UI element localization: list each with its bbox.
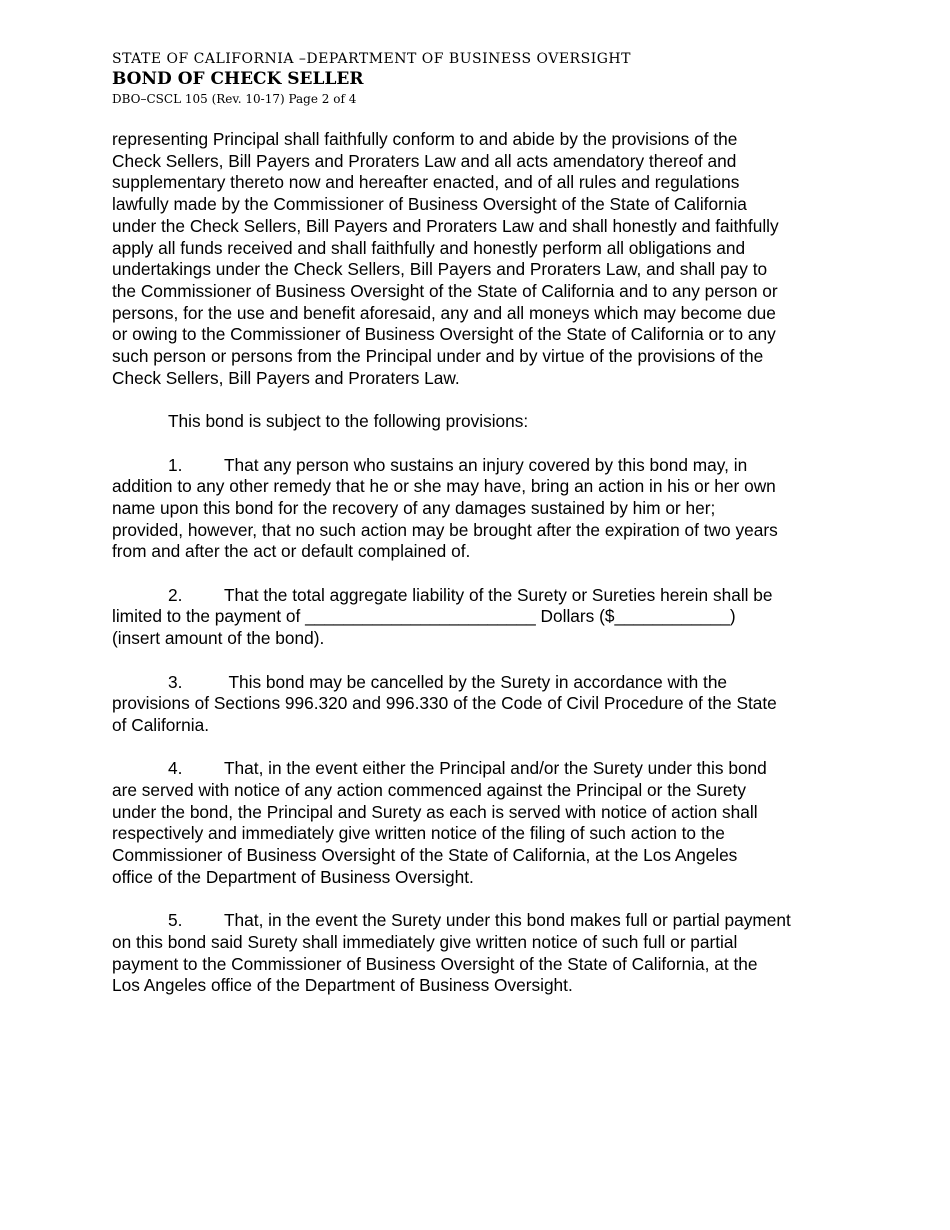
- provisions-intro: [112, 411, 842, 433]
- bond-amount-line[interactable]: limited to the payment of ________________________ Dollars ($____________): [112, 606, 736, 627]
- provision-4: [112, 758, 842, 888]
- text-line: That any person who sustains an injury covered by this bond may, in: [224, 454, 748, 475]
- provision-number: 5.: [168, 910, 183, 931]
- text-line: under the bond, the Principal and Surety as each is served with notice of action shall: [112, 801, 758, 822]
- text-line: or owing to the Commissioner of Business Oversight of the State of California or to any: [112, 324, 776, 345]
- provision-number: 1.: [168, 454, 183, 475]
- text-line: name upon this bond for the recovery of any damages sustained by him or her;: [112, 497, 716, 518]
- form-id: DBO–CSCL 105 (Rev. 10-17) Page 2 of 4: [112, 92, 357, 106]
- text-line: undertakings under the Check Sellers, Bill Payers and Proraters Law, and shall pay to: [112, 259, 768, 280]
- text-line: Check Sellers, Bill Payers and Proraters Law.: [112, 367, 460, 388]
- text-line: Check Sellers, Bill Payers and Proraters Law and all acts amendatory thereof and: [112, 150, 737, 171]
- text-line: Los Angeles office of the Department of Business Oversight.: [112, 975, 573, 996]
- text-line: provided, however, that no such action may be brought after the expiration of two years: [112, 519, 778, 540]
- text-line: respectively and immediately give written notice of the filing of such action to the: [112, 823, 725, 844]
- text-line: the Commissioner of Business Oversight of the State of California and to any person or: [112, 280, 778, 301]
- provision-number: 3.: [168, 671, 183, 692]
- text-line: representing Principal shall faithfully conform to and abide by the provisions of the: [112, 129, 738, 149]
- opening-paragraph: [112, 129, 842, 389]
- text-line: Commissioner of Business Oversight of the State of California, at the Los Angeles: [112, 845, 738, 866]
- text-line: That, in the event the Surety under this bond makes full or partial payment: [224, 910, 791, 931]
- text-line: This bond may be cancelled by the Surety in accordance with the: [224, 671, 728, 692]
- document-header: [112, 50, 631, 108]
- text-line: payment to the Commissioner of Business Oversight of the State of California, at the: [112, 953, 758, 974]
- text-line: apply all funds received and shall faithfully and honestly perform all obligations and: [112, 237, 746, 258]
- text-line: of California.: [112, 714, 210, 735]
- text-line: supplementary thereto now and hereafter enacted, and of all rules and regulations: [112, 172, 740, 193]
- text-line: persons, for the use and benefit aforesaid, any and all moneys which may become due: [112, 302, 776, 323]
- agency-name: STATE OF CALIFORNIA –DEPARTMENT OF BUSINESS OVERSIGHT: [112, 51, 631, 67]
- provision-2: [112, 585, 842, 650]
- provision-number: 4.: [168, 758, 183, 779]
- text-line: from and after the act or default complained of.: [112, 541, 471, 562]
- text-line: (insert amount of the bond).: [112, 628, 325, 649]
- text-line: addition to any other remedy that he or she may have, bring an action in his or her own: [112, 476, 776, 497]
- text-line: office of the Department of Business Oversight.: [112, 866, 474, 887]
- text-line: provisions of Sections 996.320 and 996.330 of the Code of Civil Procedure of the State: [112, 693, 777, 714]
- text-line: That, in the event either the Principal and/or the Surety under this bond: [224, 758, 767, 779]
- provision-5: [112, 910, 842, 997]
- text-line: on this bond said Surety shall immediately give written notice of such full or partial: [112, 931, 738, 952]
- provisions-intro-text: This bond is subject to the following provisions:: [168, 411, 529, 432]
- text-line: under the Check Sellers, Bill Payers and Proraters Law and shall honestly and faithfully: [112, 215, 779, 236]
- form-title: BOND OF CHECK SELLER: [112, 69, 364, 89]
- provision-3: [112, 672, 842, 737]
- provision-1: [112, 455, 842, 564]
- document-body: [112, 129, 842, 1019]
- text-line: are served with notice of any action commenced against the Principal or the Surety: [112, 780, 746, 801]
- text-line: lawfully made by the Commissioner of Business Oversight of the State of California: [112, 194, 747, 215]
- provision-number: 2.: [168, 584, 183, 605]
- text-line: That the total aggregate liability of the Surety or Sureties herein shall be: [224, 584, 773, 605]
- text-line: such person or persons from the Principal under and by virtue of the provisions of the: [112, 346, 764, 367]
